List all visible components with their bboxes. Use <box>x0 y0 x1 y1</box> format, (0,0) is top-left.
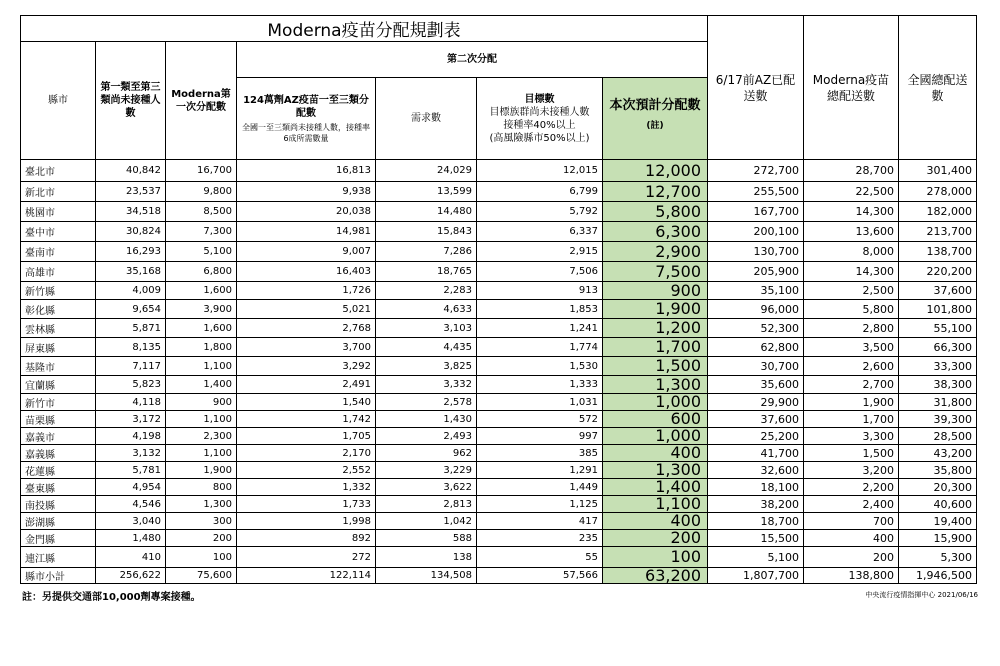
table-row <box>21 496 977 513</box>
moderna-total-cell: 138,800 <box>804 568 899 584</box>
county-cell: 新竹市 <box>21 394 96 411</box>
county-cell: 縣市小計 <box>21 568 96 584</box>
national-total-cell: 31,800 <box>899 394 977 411</box>
target-cell: 997 <box>477 428 603 445</box>
national-total-cell: 33,300 <box>899 357 977 376</box>
demand-cell: 13,599 <box>376 182 477 202</box>
moderna-first-cell: 5,100 <box>166 242 237 262</box>
az-delivered-cell: 62,800 <box>708 338 804 357</box>
table-row <box>21 262 977 282</box>
county-cell: 南投縣 <box>21 496 96 513</box>
unvaccinated-cell: 3,132 <box>96 445 166 462</box>
az-124-cell: 14,981 <box>237 222 376 242</box>
national-total-cell: 182,000 <box>899 202 977 222</box>
moderna-first-cell: 75,600 <box>166 568 237 584</box>
header-target-label: 目標數 <box>524 93 555 105</box>
moderna-total-cell: 2,200 <box>804 479 899 496</box>
moderna-first-cell: 200 <box>166 530 237 547</box>
demand-cell: 134,508 <box>376 568 477 584</box>
demand-cell: 24,029 <box>376 160 477 182</box>
unvaccinated-cell: 410 <box>96 547 166 568</box>
national-total-cell: 39,300 <box>899 411 977 428</box>
moderna-first-cell: 1,800 <box>166 338 237 357</box>
table-row <box>21 411 977 428</box>
moderna-total-cell: 14,300 <box>804 202 899 222</box>
national-total-cell: 55,100 <box>899 319 977 338</box>
county-cell: 苗栗縣 <box>21 411 96 428</box>
demand-cell: 14,480 <box>376 202 477 222</box>
az-124-cell: 1,998 <box>237 513 376 530</box>
az-delivered-cell: 255,500 <box>708 182 804 202</box>
this-round-cell: 1,300 <box>603 462 708 479</box>
moderna-first-cell: 1,400 <box>166 376 237 394</box>
demand-cell: 3,825 <box>376 357 477 376</box>
moderna-first-cell: 2,300 <box>166 428 237 445</box>
az-124-cell: 9,938 <box>237 182 376 202</box>
target-cell: 1,241 <box>477 319 603 338</box>
target-cell: 7,506 <box>477 262 603 282</box>
target-cell: 1,853 <box>477 300 603 319</box>
county-cell: 新竹縣 <box>21 282 96 300</box>
county-cell: 臺南市 <box>21 242 96 262</box>
demand-cell: 962 <box>376 445 477 462</box>
national-total-cell: 37,600 <box>899 282 977 300</box>
this-round-cell: 5,800 <box>603 202 708 222</box>
target-cell: 1,333 <box>477 376 603 394</box>
unvaccinated-cell: 3,172 <box>96 411 166 428</box>
moderna-total-cell: 3,500 <box>804 338 899 357</box>
unvaccinated-cell: 34,518 <box>96 202 166 222</box>
target-cell: 1,449 <box>477 479 603 496</box>
national-total-cell: 28,500 <box>899 428 977 445</box>
az-124-cell: 1,540 <box>237 394 376 411</box>
table-row <box>21 319 977 338</box>
az-delivered-cell: 272,700 <box>708 160 804 182</box>
county-cell: 桃園市 <box>21 202 96 222</box>
header-county: 縣市 <box>21 42 96 160</box>
target-cell: 572 <box>477 411 603 428</box>
az-delivered-cell: 32,600 <box>708 462 804 479</box>
unvaccinated-cell: 5,823 <box>96 376 166 394</box>
target-cell: 5,792 <box>477 202 603 222</box>
az-delivered-cell: 18,100 <box>708 479 804 496</box>
demand-cell: 2,283 <box>376 282 477 300</box>
moderna-total-cell: 8,000 <box>804 242 899 262</box>
this-round-cell: 1,500 <box>603 357 708 376</box>
unvaccinated-cell: 5,871 <box>96 319 166 338</box>
this-round-cell: 6,300 <box>603 222 708 242</box>
demand-cell: 1,042 <box>376 513 477 530</box>
national-total-cell: 278,000 <box>899 182 977 202</box>
moderna-total-cell: 1,500 <box>804 445 899 462</box>
this-round-cell: 900 <box>603 282 708 300</box>
target-cell: 1,125 <box>477 496 603 513</box>
national-total-cell: 1,946,500 <box>899 568 977 584</box>
az-124-cell: 1,705 <box>237 428 376 445</box>
az-delivered-cell: 41,700 <box>708 445 804 462</box>
az-delivered-cell: 15,500 <box>708 530 804 547</box>
allocation-sheet <box>20 15 977 584</box>
header-target <box>477 78 603 160</box>
moderna-first-cell: 1,600 <box>166 319 237 338</box>
county-cell: 彰化縣 <box>21 300 96 319</box>
az-124-cell: 892 <box>237 530 376 547</box>
moderna-total-cell: 2,800 <box>804 319 899 338</box>
unvaccinated-cell: 35,168 <box>96 262 166 282</box>
table-row <box>21 394 977 411</box>
total-row <box>21 568 977 584</box>
header-az-124 <box>237 78 376 160</box>
source-attribution: 中央流行疫情指揮中心 2021/06/16 <box>865 591 978 599</box>
target-cell: 235 <box>477 530 603 547</box>
moderna-total-cell: 1,900 <box>804 394 899 411</box>
moderna-first-cell: 7,300 <box>166 222 237 242</box>
national-total-cell: 5,300 <box>899 547 977 568</box>
target-cell: 12,015 <box>477 160 603 182</box>
this-round-cell: 1,000 <box>603 428 708 445</box>
unvaccinated-cell: 4,009 <box>96 282 166 300</box>
demand-cell: 4,435 <box>376 338 477 357</box>
national-total-cell: 43,200 <box>899 445 977 462</box>
moderna-first-cell: 1,300 <box>166 496 237 513</box>
unvaccinated-cell: 4,954 <box>96 479 166 496</box>
footnote: 註：另提供交通部10,000劑專案接種。 <box>22 592 201 603</box>
county-cell: 雲林縣 <box>21 319 96 338</box>
table-row <box>21 300 977 319</box>
this-round-cell: 1,000 <box>603 394 708 411</box>
table-row <box>21 282 977 300</box>
target-cell: 6,337 <box>477 222 603 242</box>
az-124-cell: 122,114 <box>237 568 376 584</box>
az-124-cell: 9,007 <box>237 242 376 262</box>
county-cell: 臺東縣 <box>21 479 96 496</box>
table-row <box>21 428 977 445</box>
moderna-first-cell: 9,800 <box>166 182 237 202</box>
demand-cell: 3,332 <box>376 376 477 394</box>
moderna-first-cell: 1,900 <box>166 462 237 479</box>
table-row <box>21 547 977 568</box>
national-total-cell: 220,200 <box>899 262 977 282</box>
az-delivered-cell: 35,600 <box>708 376 804 394</box>
header-target-note-1: 目標族群尚未接種人數 <box>489 106 590 118</box>
moderna-total-cell: 3,200 <box>804 462 899 479</box>
demand-cell: 2,813 <box>376 496 477 513</box>
unvaccinated-cell: 16,293 <box>96 242 166 262</box>
moderna-total-cell: 400 <box>804 530 899 547</box>
moderna-first-cell: 1,100 <box>166 357 237 376</box>
national-total-cell: 38,300 <box>899 376 977 394</box>
header-target-note-2: 接種率40%以上 <box>503 119 576 131</box>
moderna-first-cell: 8,500 <box>166 202 237 222</box>
this-round-cell: 1,400 <box>603 479 708 496</box>
az-124-cell: 16,403 <box>237 262 376 282</box>
az-delivered-cell: 167,700 <box>708 202 804 222</box>
unvaccinated-cell: 3,040 <box>96 513 166 530</box>
national-total-cell: 101,800 <box>899 300 977 319</box>
demand-cell: 4,633 <box>376 300 477 319</box>
moderna-total-cell: 2,500 <box>804 282 899 300</box>
header-first3-unvaccinated: 第一類至第三類尚未接種人數 <box>96 42 166 160</box>
moderna-first-cell: 1,100 <box>166 445 237 462</box>
moderna-first-cell: 900 <box>166 394 237 411</box>
national-total-cell: 138,700 <box>899 242 977 262</box>
county-cell: 基隆市 <box>21 357 96 376</box>
national-total-cell: 35,800 <box>899 462 977 479</box>
this-round-cell: 2,900 <box>603 242 708 262</box>
target-cell: 1,530 <box>477 357 603 376</box>
header-az-124-label: 124萬劑AZ疫苗一至三類分配數 <box>243 94 369 119</box>
allocation-table <box>20 15 977 584</box>
az-delivered-cell: 29,900 <box>708 394 804 411</box>
this-round-cell: 600 <box>603 411 708 428</box>
moderna-total-cell: 22,500 <box>804 182 899 202</box>
moderna-total-cell: 200 <box>804 547 899 568</box>
az-124-cell: 5,021 <box>237 300 376 319</box>
table-row <box>21 160 977 182</box>
target-cell: 1,031 <box>477 394 603 411</box>
az-delivered-cell: 200,100 <box>708 222 804 242</box>
county-cell: 高雄市 <box>21 262 96 282</box>
table-row <box>21 242 977 262</box>
moderna-first-cell: 1,100 <box>166 411 237 428</box>
county-cell: 花蓮縣 <box>21 462 96 479</box>
county-cell: 嘉義縣 <box>21 445 96 462</box>
az-124-cell: 1,726 <box>237 282 376 300</box>
moderna-first-cell: 1,600 <box>166 282 237 300</box>
this-round-cell: 400 <box>603 513 708 530</box>
header-az-delivered: 6/17前AZ已配送數 <box>708 16 804 160</box>
unvaccinated-cell: 4,198 <box>96 428 166 445</box>
moderna-first-cell: 800 <box>166 479 237 496</box>
county-cell: 連江縣 <box>21 547 96 568</box>
header-this-round-label: 本次預計分配數 <box>609 98 701 114</box>
county-cell: 金門縣 <box>21 530 96 547</box>
az-124-cell: 20,038 <box>237 202 376 222</box>
this-round-cell: 1,700 <box>603 338 708 357</box>
this-round-cell: 63,200 <box>603 568 708 584</box>
moderna-total-cell: 5,800 <box>804 300 899 319</box>
unvaccinated-cell: 40,842 <box>96 160 166 182</box>
this-round-cell: 1,100 <box>603 496 708 513</box>
demand-cell: 2,493 <box>376 428 477 445</box>
az-delivered-cell: 1,807,700 <box>708 568 804 584</box>
az-delivered-cell: 130,700 <box>708 242 804 262</box>
target-cell: 385 <box>477 445 603 462</box>
unvaccinated-cell: 9,654 <box>96 300 166 319</box>
demand-cell: 7,286 <box>376 242 477 262</box>
target-cell: 1,774 <box>477 338 603 357</box>
moderna-total-cell: 14,300 <box>804 262 899 282</box>
header-second-round: 第二次分配 <box>237 42 708 78</box>
national-total-cell: 19,400 <box>899 513 977 530</box>
moderna-total-cell: 700 <box>804 513 899 530</box>
moderna-total-cell: 13,600 <box>804 222 899 242</box>
moderna-first-cell: 3,900 <box>166 300 237 319</box>
table-row <box>21 222 977 242</box>
target-cell: 2,915 <box>477 242 603 262</box>
this-round-cell: 1,300 <box>603 376 708 394</box>
table-row <box>21 479 977 496</box>
az-delivered-cell: 38,200 <box>708 496 804 513</box>
moderna-total-cell: 3,300 <box>804 428 899 445</box>
table-row <box>21 445 977 462</box>
az-124-cell: 2,768 <box>237 319 376 338</box>
unvaccinated-cell: 7,117 <box>96 357 166 376</box>
demand-cell: 3,622 <box>376 479 477 496</box>
az-delivered-cell: 25,200 <box>708 428 804 445</box>
county-cell: 屏東縣 <box>21 338 96 357</box>
table-row <box>21 338 977 357</box>
county-cell: 臺中市 <box>21 222 96 242</box>
moderna-total-cell: 2,700 <box>804 376 899 394</box>
target-cell: 6,799 <box>477 182 603 202</box>
this-round-cell: 1,200 <box>603 319 708 338</box>
demand-cell: 3,103 <box>376 319 477 338</box>
this-round-cell: 12,700 <box>603 182 708 202</box>
target-cell: 913 <box>477 282 603 300</box>
az-124-cell: 1,733 <box>237 496 376 513</box>
county-cell: 臺北市 <box>21 160 96 182</box>
az-delivered-cell: 37,600 <box>708 411 804 428</box>
moderna-first-cell: 6,800 <box>166 262 237 282</box>
moderna-total-cell: 2,400 <box>804 496 899 513</box>
az-124-cell: 2,170 <box>237 445 376 462</box>
this-round-cell: 7,500 <box>603 262 708 282</box>
unvaccinated-cell: 4,118 <box>96 394 166 411</box>
this-round-cell: 200 <box>603 530 708 547</box>
national-total-cell: 213,700 <box>899 222 977 242</box>
national-total-cell: 20,300 <box>899 479 977 496</box>
target-cell: 417 <box>477 513 603 530</box>
az-124-cell: 3,700 <box>237 338 376 357</box>
table-title: Moderna疫苗分配規劃表 <box>21 16 708 42</box>
header-target-note-3: (高風險縣市50%以上) <box>489 132 590 144</box>
table-row <box>21 182 977 202</box>
table-row <box>21 530 977 547</box>
az-delivered-cell: 18,700 <box>708 513 804 530</box>
county-cell: 嘉義市 <box>21 428 96 445</box>
az-delivered-cell: 35,100 <box>708 282 804 300</box>
unvaccinated-cell: 256,622 <box>96 568 166 584</box>
this-round-cell: 100 <box>603 547 708 568</box>
national-total-cell: 40,600 <box>899 496 977 513</box>
demand-cell: 15,843 <box>376 222 477 242</box>
national-total-cell: 66,300 <box>899 338 977 357</box>
header-national-total: 全國總配送數 <box>899 16 977 160</box>
moderna-first-cell: 100 <box>166 547 237 568</box>
county-cell: 澎湖縣 <box>21 513 96 530</box>
table-row <box>21 376 977 394</box>
az-124-cell: 2,552 <box>237 462 376 479</box>
target-cell: 57,566 <box>477 568 603 584</box>
demand-cell: 3,229 <box>376 462 477 479</box>
moderna-total-cell: 28,700 <box>804 160 899 182</box>
unvaccinated-cell: 30,824 <box>96 222 166 242</box>
national-total-cell: 15,900 <box>899 530 977 547</box>
unvaccinated-cell: 23,537 <box>96 182 166 202</box>
unvaccinated-cell: 4,546 <box>96 496 166 513</box>
az-124-cell: 272 <box>237 547 376 568</box>
moderna-total-cell: 1,700 <box>804 411 899 428</box>
header-az-124-note: 全國一至三類尚未接種人數，接種率6成所需數量 <box>242 122 370 143</box>
demand-cell: 138 <box>376 547 477 568</box>
table-body <box>21 160 977 584</box>
az-124-cell: 2,491 <box>237 376 376 394</box>
county-cell: 新北市 <box>21 182 96 202</box>
az-delivered-cell: 205,900 <box>708 262 804 282</box>
header-demand: 需求數 <box>376 78 477 160</box>
demand-cell: 2,578 <box>376 394 477 411</box>
header-this-round-mark: (註) <box>646 121 664 132</box>
target-cell: 55 <box>477 547 603 568</box>
header-moderna-total: Moderna疫苗總配送數 <box>804 16 899 160</box>
demand-cell: 588 <box>376 530 477 547</box>
header-this-round <box>603 78 708 160</box>
az-124-cell: 16,813 <box>237 160 376 182</box>
target-cell: 1,291 <box>477 462 603 479</box>
unvaccinated-cell: 1,480 <box>96 530 166 547</box>
moderna-total-cell: 2,600 <box>804 357 899 376</box>
unvaccinated-cell: 5,781 <box>96 462 166 479</box>
national-total-cell: 301,400 <box>899 160 977 182</box>
this-round-cell: 1,900 <box>603 300 708 319</box>
demand-cell: 1,430 <box>376 411 477 428</box>
table-row <box>21 513 977 530</box>
county-cell: 宜蘭縣 <box>21 376 96 394</box>
az-delivered-cell: 30,700 <box>708 357 804 376</box>
table-row <box>21 357 977 376</box>
this-round-cell: 12,000 <box>603 160 708 182</box>
this-round-cell: 400 <box>603 445 708 462</box>
demand-cell: 18,765 <box>376 262 477 282</box>
moderna-first-cell: 16,700 <box>166 160 237 182</box>
header-moderna-first: Moderna第一次分配數 <box>166 42 237 160</box>
az-124-cell: 3,292 <box>237 357 376 376</box>
az-124-cell: 1,742 <box>237 411 376 428</box>
az-delivered-cell: 96,000 <box>708 300 804 319</box>
az-delivered-cell: 52,300 <box>708 319 804 338</box>
table-row <box>21 202 977 222</box>
az-delivered-cell: 5,100 <box>708 547 804 568</box>
az-124-cell: 1,332 <box>237 479 376 496</box>
unvaccinated-cell: 8,135 <box>96 338 166 357</box>
moderna-first-cell: 300 <box>166 513 237 530</box>
table-row <box>21 462 977 479</box>
